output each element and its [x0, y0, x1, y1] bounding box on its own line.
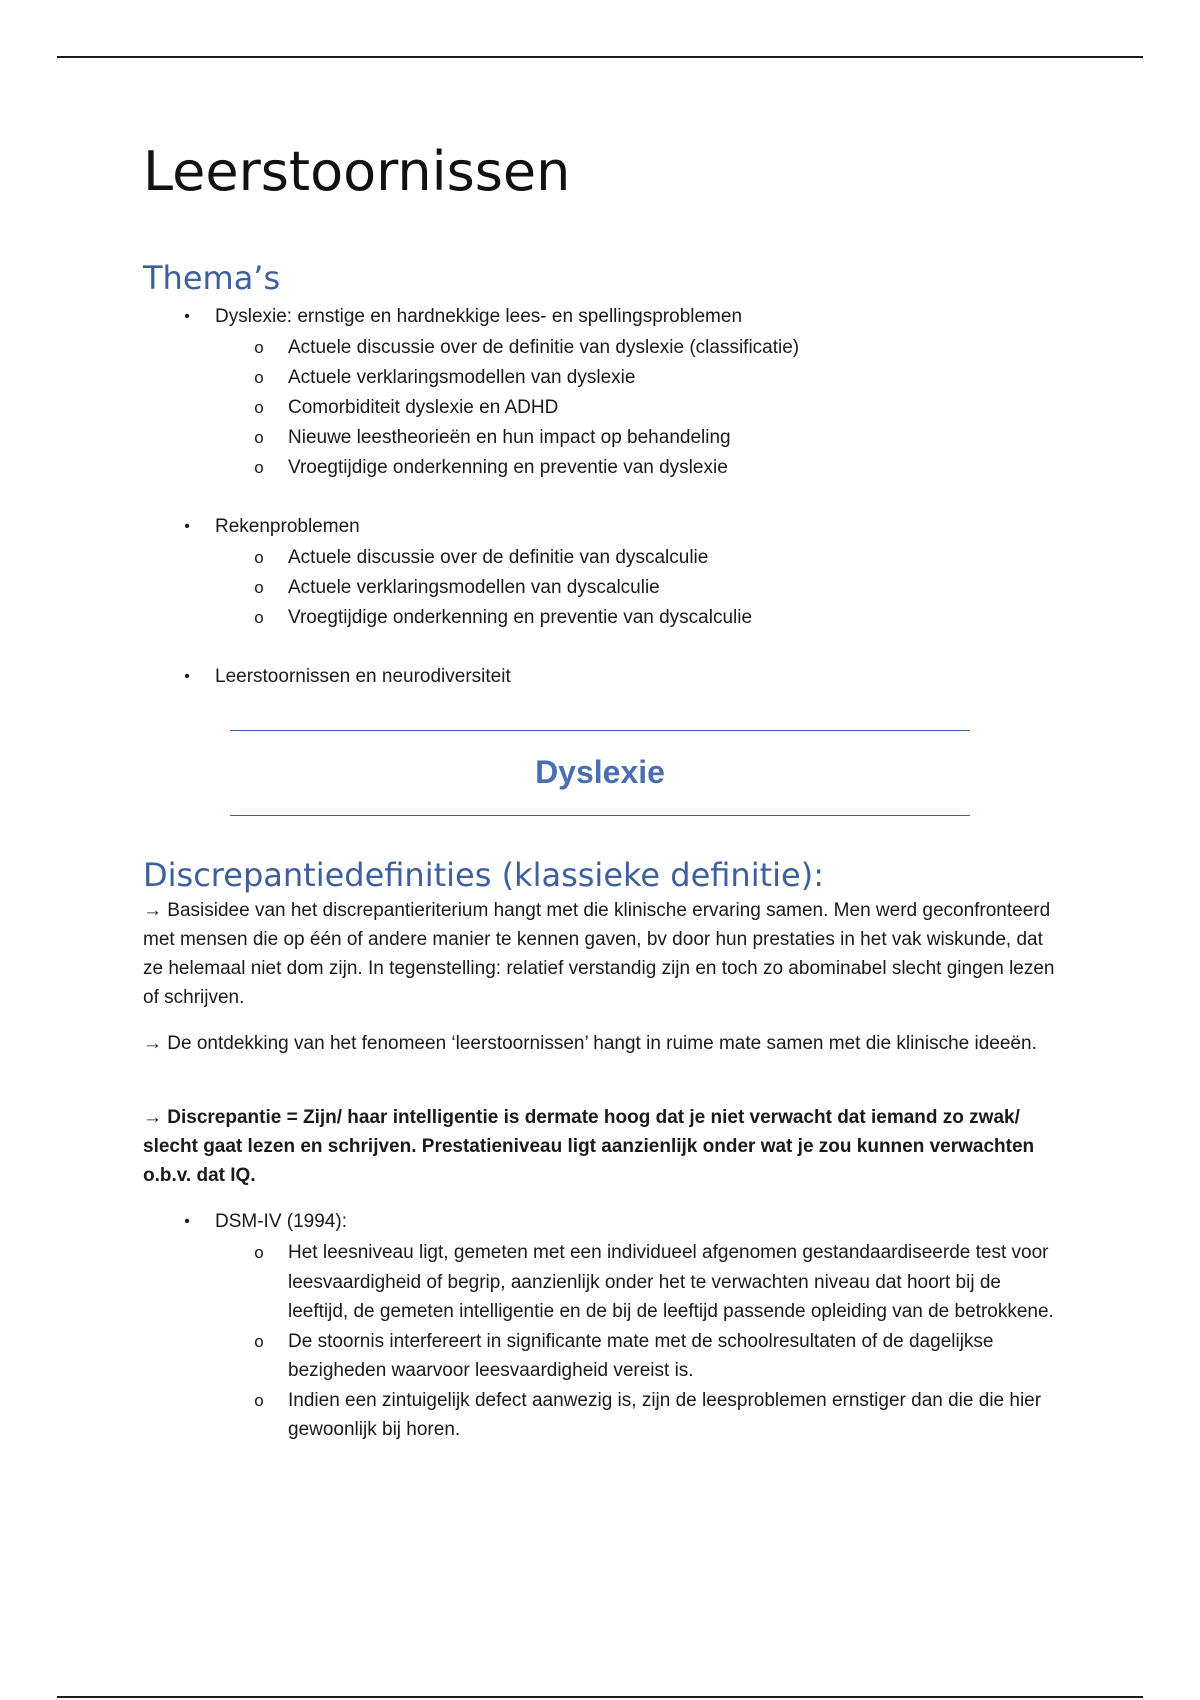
dsm-criteria — [215, 1238, 1063, 1445]
subitem-text: Actuele discussie over de definitie van dyslexie (classificatie) — [288, 337, 800, 358]
subitem-text: Actuele discussie over de definitie van dyscalculie — [288, 547, 709, 568]
page-top-rule — [57, 56, 1143, 58]
document-title: Leerstoornissen — [143, 140, 571, 203]
paragraph-ontdekking: → De ontdekking van het fenomeen ‘leerstoornissen’ hangt in ruime mate samen met die klinische ideeën. — [143, 1033, 1037, 1054]
list-item — [215, 393, 1063, 423]
subitem-text: Nieuwe leestheorieën en hun impact op behandeling — [288, 427, 731, 448]
list-item — [215, 1238, 1063, 1327]
dsm-criterion-text: De stoornis interfereert in significante mate met de schoolresultaten of de dagelijkse bezigheden waarvoor leesvaardigheid vereist is. — [288, 1330, 994, 1381]
dsm-label: DSM-IV (1994): — [215, 1211, 347, 1232]
themas-list-cont — [143, 513, 1063, 633]
circle-bullet-icon: o — [254, 428, 264, 447]
rekenproblemen-subitems — [215, 543, 1063, 633]
list-item — [215, 453, 1063, 483]
circle-bullet-icon: o — [254, 368, 264, 387]
discrepantie-heading: Discrepantiedefinities (klassieke definitie): — [143, 856, 824, 894]
themas-heading: Thema’s — [143, 259, 281, 297]
list-item — [215, 603, 1063, 633]
themas-list-block-3 — [143, 663, 1063, 691]
dsm-criterion-text: Indien een zintuigelijk defect aanwezig is, zijn de leesproblemen ernstiger dan die die hier gewoonlijk bij horen. — [288, 1389, 1042, 1440]
list-item — [143, 303, 1063, 483]
circle-bullet-icon: o — [254, 578, 264, 597]
dsm-list — [143, 1208, 1063, 1445]
subitem-text: Actuele verklaringsmodellen van dyscalculie — [288, 577, 660, 598]
thema-label-dyslexie: Dyslexie: ernstige en hardnekkige lees- en spellingsproblemen — [215, 306, 743, 327]
subitem-text: Vroegtijdige onderkenning en preventie van dyscalculie — [288, 607, 753, 628]
list-item — [143, 513, 1063, 633]
circle-bullet-icon: o — [254, 458, 264, 477]
section-divider-bottom — [230, 815, 970, 816]
circle-bullet-icon: o — [254, 548, 264, 567]
section-heading-dyslexie: Dyslexie — [535, 754, 665, 790]
thema-label-rekenproblemen: Rekenproblemen — [215, 516, 360, 537]
subitem-text: Vroegtijdige onderkenning en preventie van dyslexie — [288, 457, 728, 478]
themas-list-cont2 — [143, 663, 1063, 691]
bullet-icon: • — [184, 518, 190, 535]
themas-list — [143, 303, 1063, 483]
paragraph-discrepantie-definitie: → Discrepantie = Zijn/ haar intelligentie is dermate hoog dat je niet verwacht dat iemand zo zwak/ slecht gaat lezen en schrijven. Prestatieniveau ligt aanzienlijk onder wat je zou kunnen verwachten o.b.v. dat IQ. — [143, 1107, 1035, 1186]
list-item — [215, 573, 1063, 603]
dyslexie-subitems — [215, 333, 1063, 483]
subitem-text: Comorbiditeit dyslexie en ADHD — [288, 397, 559, 418]
bullet-icon: • — [184, 1213, 190, 1230]
circle-bullet-icon: o — [254, 338, 264, 357]
page-bottom-rule — [57, 1696, 1143, 1698]
circle-bullet-icon: o — [254, 1331, 264, 1351]
bullet-icon: • — [184, 668, 190, 685]
list-item — [215, 333, 1063, 363]
section-divider-top — [230, 730, 970, 731]
circle-bullet-icon: o — [254, 608, 264, 627]
paragraph-basisidee: → Basisidee van het discrepantieriterium hangt met die klinische ervaring samen. Men werd geconfronteerd met mensen die op één of andere manier te kennen gaven, bv door hun prestaties in het vak wiskunde, dat ze helemaal niet dom zijn. In tegenstelling: relatief verstandig zijn en toch zo abominabel slecht gingen lezen of schrijven. — [143, 900, 1055, 1008]
circle-bullet-icon: o — [254, 1243, 264, 1262]
list-item — [143, 1208, 1063, 1445]
dsm-list-block — [143, 1208, 1063, 1445]
dsm-criterion-text: Het leesniveau ligt, gemeten met een individueel afgenomen gestandaardiseerde test voor leesvaardigheid of begrip, aanzienlijk onder het te verwachten niveau dat hoort bij de leeftijd, de gemeten intelligentie en de bij de leeftijd passende opleiding van de betrokkene. — [288, 1242, 1054, 1322]
circle-bullet-icon: o — [254, 1390, 264, 1410]
list-item — [143, 663, 1063, 691]
list-item — [215, 1327, 1063, 1386]
subitem-text: Actuele verklaringsmodellen van dyslexie — [288, 367, 636, 388]
bullet-icon: • — [184, 308, 190, 325]
list-item — [215, 363, 1063, 393]
list-item — [215, 543, 1063, 573]
list-item — [215, 423, 1063, 453]
circle-bullet-icon: o — [254, 398, 264, 417]
thema-label-neurodiversiteit: Leerstoornissen en neurodiversiteit — [215, 666, 511, 687]
list-item — [215, 1386, 1063, 1445]
themas-list-block-1 — [143, 303, 1063, 483]
themas-list-block-2 — [143, 513, 1063, 633]
